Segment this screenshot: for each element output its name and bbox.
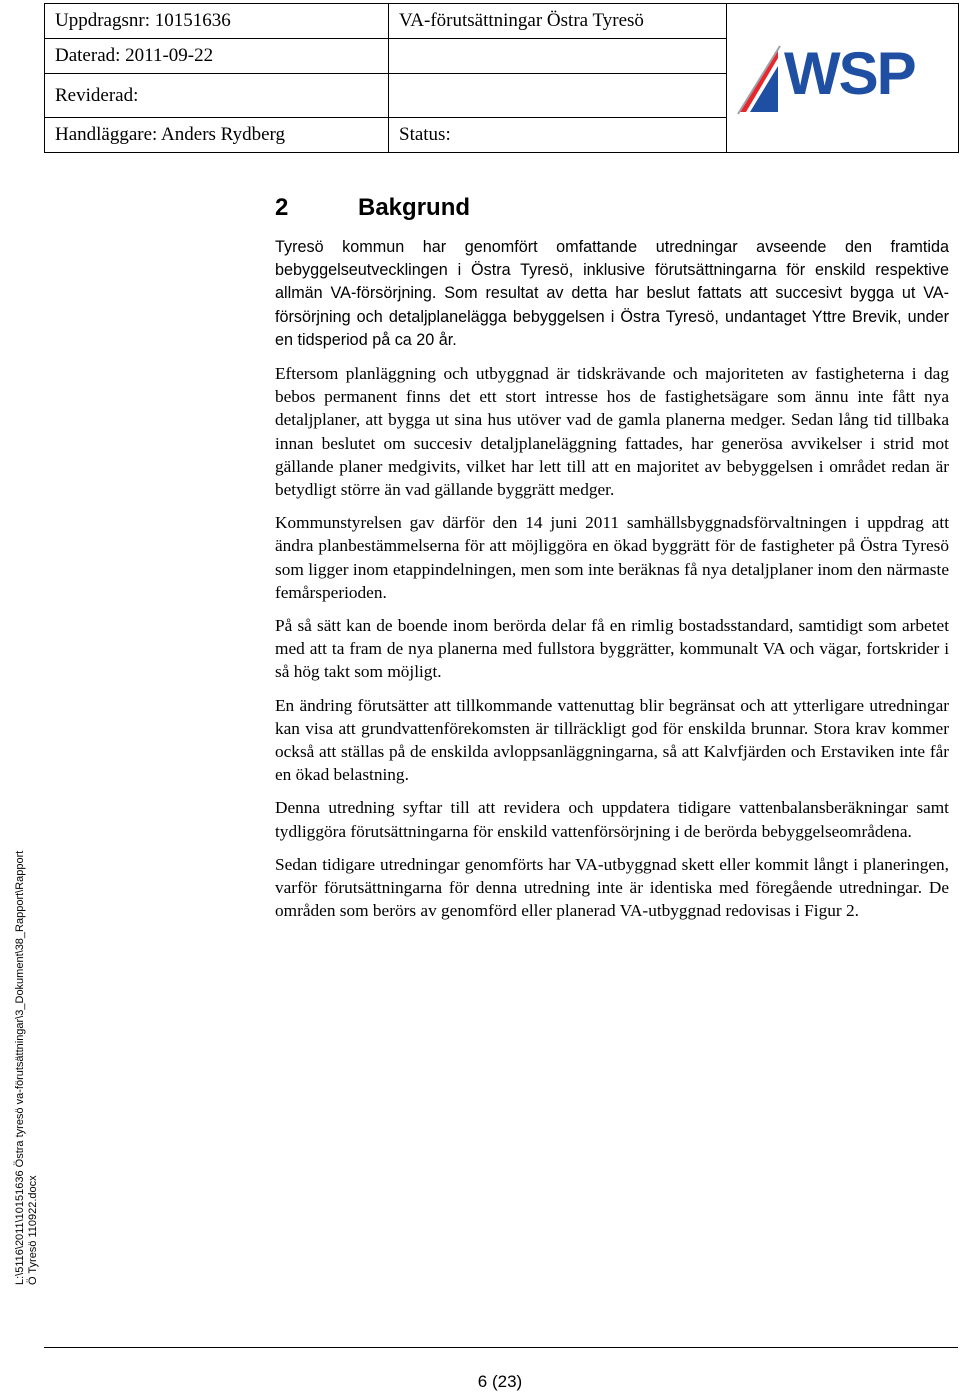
- assignment-number: Uppdragsnr: 10151636: [45, 4, 389, 39]
- wsp-logo: [727, 38, 958, 118]
- file-path-line-2: Ö Tyresö 110922.docx: [27, 1175, 39, 1285]
- paragraph-3: Kommunstyrelsen gav därför den 14 juni 2011 samhällsbyggnadsförvaltningen i uppdrag att ändra planbestämmelserna för att möjliggöra en ökad byggrätt för de fastigheter på Östra Tyresö som ligger inom etappindelningen, men som inte beräknas få nya detaljplaner inom den närmaste femårsperioden.: [275, 513, 949, 602]
- logo-cell: [727, 4, 959, 153]
- section-heading: [275, 194, 470, 222]
- wsp-logo-text: WSP: [783, 40, 915, 107]
- paragraph-2: Eftersom planläggning och utbyggnad är tidskrävande och majoriteten av fastigheterna i dag bebos permanent finns det ett stort intresse hos de fastighetsägare som ännu inte fått nya detaljplaner, att bygga ut sina hus utöver vad de gamla planerna medger. Sedan lång tid tillbaka innan beslutet om succesiv detaljplaneläggning fattades, har generösa avvikelser i strid mot gällande planer medgivits, vilket har lett till att en majoritet av bebyggelsen i området redan är betydligt större än vad gällande byggrätt medger.: [275, 364, 949, 500]
- body-text: [275, 236, 949, 932]
- footer-divider: [44, 1347, 958, 1348]
- document-header-table: [44, 3, 959, 153]
- paragraph-7: Sedan tidigare utredningar genomförts har VA-utbyggnad skett eller kommit långt i planeringen, varför förutsättningarna för denna utredning inte är identiska med föregående utredningar. De områden som berörs av genomförd eller planerad VA-utbyggnad redovisas i Figur 2.: [275, 854, 949, 921]
- paragraph-6: Denna utredning syftar till att revidera och uppdatera tidigare vattenbalansberäkningar samt tydliggöra förutsättningarna för enskild vattenförsörjning i de berörda bebyggelseområdena.: [275, 798, 949, 841]
- section-number: 2: [275, 194, 289, 221]
- paragraph-5: En ändring förutsätter att tillkommande vattenuttag blir begränsat och att ytterligare utredningar kan visa att grundvattenförekomsten är tillräckligt god för enskilda brunnar. Stora krav kommer också att ställas på de enskilda avloppsanläggningarna, så att Kalvfjärden och Erstaviken inte får en ökad belastning.: [275, 695, 949, 785]
- paragraph-4: På så sätt kan de boende inom berörda delar få en rimlig bostadsstandard, samtidigt som arbetet med att ta fram de nya planerna med fullstora byggrätter, kommunalt VA och vägar, fortskrider i så hög takt som möjligt.: [275, 616, 949, 682]
- status-field: Status:: [389, 118, 727, 153]
- paragraph-1: Tyresö kommun har genomfört omfattande utredningar avseende den framtida bebyggelseutvecklingen i Östra Tyresö, inklusive förutsättningarna för enskild respektive allmän VA-försörjning. Som resultat av detta har beslut fattats att succesivt bygga ut VA-försörjning och detaljplanelägga bebyggelsen i Östra Tyresö, undantaget Yttre Brevik, under en tidsperiod på ca 20 år.: [275, 238, 949, 349]
- revised-field: Reviderad:: [45, 74, 389, 118]
- section-title: Bakgrund: [358, 194, 471, 221]
- date-field: Daterad: 2011-09-22: [45, 39, 389, 74]
- handler-field: Handläggare: Anders Rydberg: [45, 118, 389, 153]
- project-title: VA-förutsättningar Östra Tyresö: [389, 4, 727, 39]
- file-path-line-1: L:\5116\2011\10151636 Östra tyresö va-förutsättningar\3_Dokument\38_Rapport\Rapport: [14, 850, 26, 1285]
- page-number: 6 (23): [477, 1372, 523, 1391]
- file-path-margin: [14, 851, 40, 1285]
